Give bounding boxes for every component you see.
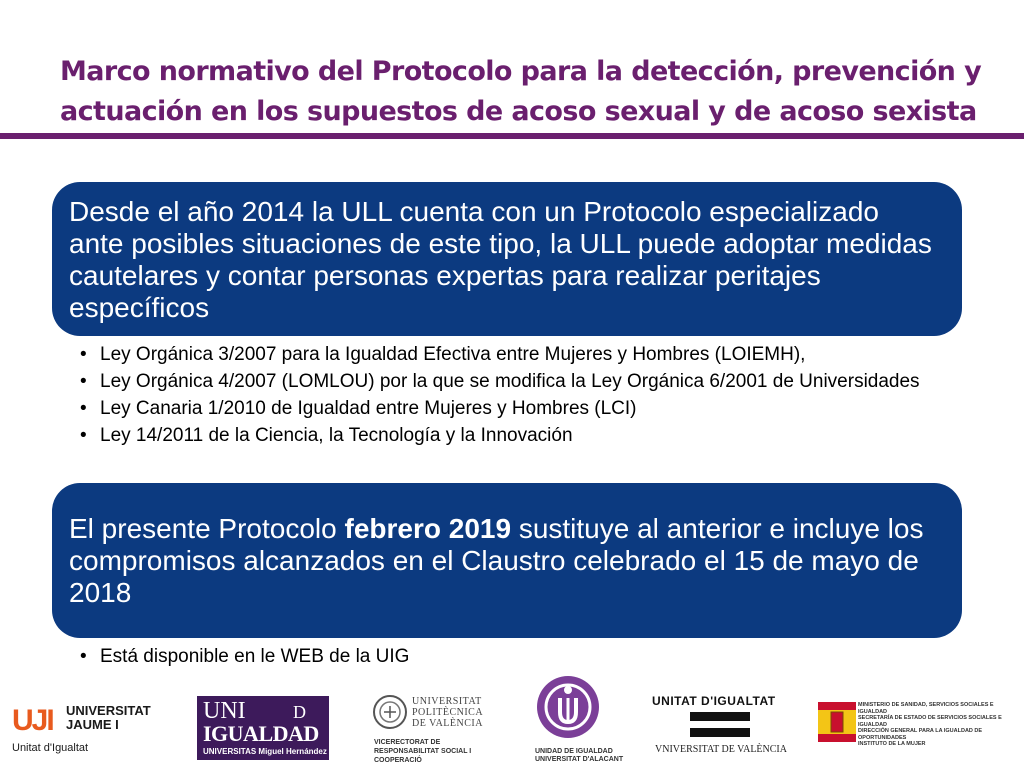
partner-logos — [0, 684, 1024, 768]
umh-line-1: UNI — [203, 698, 246, 724]
upv-name-line-1: UNIVERSITAT — [412, 696, 482, 707]
upv-name-line-2: POLITÈCNICA — [412, 707, 484, 718]
slide-title-line-1: Marco normativo del Protocolo para la detección, prevención y — [60, 56, 982, 87]
info-box-protocol-2014-text: Desde el año 2014 la ULL cuenta con un Protocolo especializado ante posibles situaciones de este tipo, la ULL puede adoptar medidas cautelares y contar personas expertas para realizar peritajes específicos — [69, 196, 932, 323]
upv-name-line-3: DE VALÈNCIA — [412, 718, 483, 729]
umh-line-1b: D — [293, 702, 306, 722]
spain-coat-of-arms-icon — [818, 702, 856, 742]
law-item: • Ley Orgánica 3/2007 para la Igualdad Efectiva entre Mujeres y Hombres (LOIEMH), — [78, 343, 978, 367]
uji-subtitle: Unitat d'Igualtat — [12, 742, 89, 754]
ua-equality-icon — [534, 672, 602, 742]
law-item: • Ley 14/2011 de la Ciencia, la Tecnología y la Innovación — [78, 424, 978, 448]
ua-sub-line-2: UNIVERSITAT D'ALACANT — [535, 756, 624, 763]
upv-subtitle: VICERECTORAT DE RESPONSABILITAT SOCIAL I COOPERACIÓ — [374, 739, 472, 764]
uji-name-line-1: UNIVERSITAT — [66, 703, 151, 718]
ministry-line-4: INSTITUTO DE LA MUJER — [858, 741, 926, 747]
law-item: • Ley Orgánica 4/2007 (LOMLOU) por la que se modifica la Ley Orgánica 6/2001 de Universidades — [78, 370, 978, 394]
umh-line-3: UNIVERSITAS Miguel Hernández — [203, 747, 327, 756]
uji-name — [66, 704, 151, 732]
ua-sub-line-1: UNIDAD DE IGUALDAD — [535, 748, 613, 755]
umh-line-2: IGUALDAD — [203, 721, 319, 746]
ministry-line-2: SECRETARÍA DE ESTADO DE SERVICIOS SOCIALES E IGUALDAD — [858, 715, 1002, 728]
equals-icon — [690, 712, 750, 738]
title-divider — [0, 133, 1024, 139]
uji-mark-icon: UJI — [12, 704, 53, 737]
ministry-line-1: MINISTERIO DE SANIDAD, SERVICIOS SOCIALES E IGUALDAD — [858, 702, 994, 715]
upv-name — [412, 696, 483, 729]
box2-text-bold: febrero 2019 — [344, 513, 512, 544]
availability-item: • Está disponible en le WEB de la UIG — [78, 645, 978, 669]
slide-title-line-2: actuación en los supuestos de acoso sexual y de acoso sexista — [60, 96, 977, 127]
upv-seal-icon — [372, 694, 408, 730]
uv-subtitle: VNIVERSITAT DE VALÈNCIA — [655, 744, 787, 755]
law-item: • Ley Canaria 1/2010 de Igualdad entre Mujeres y Hombres (LCI) — [78, 397, 978, 421]
ua-subtitle — [535, 748, 623, 764]
info-box-protocol-2019 — [52, 483, 962, 638]
ministry-text — [858, 702, 1018, 748]
uji-name-line-2: JAUME I — [66, 717, 119, 732]
box2-text-after: sustituye al anterior e incluye los compromisos alcanzados en el Claustro celebrado el 15 de mayo de 2018 — [69, 513, 924, 608]
availability-list — [78, 645, 978, 672]
slide-title — [60, 52, 1000, 132]
ministry-line-3: DIRECCIÓN GENERAL PARA LA IGUALDAD DE OPORTUNIDADES — [858, 728, 983, 741]
laws-list — [78, 343, 978, 451]
logo-umh — [197, 696, 329, 760]
box2-text-before: El presente Protocolo — [69, 513, 345, 544]
uv-title: UNITAT D'IGUALTAT — [652, 694, 776, 708]
logo-uji — [12, 704, 53, 738]
info-box-protocol-2014 — [52, 182, 962, 336]
